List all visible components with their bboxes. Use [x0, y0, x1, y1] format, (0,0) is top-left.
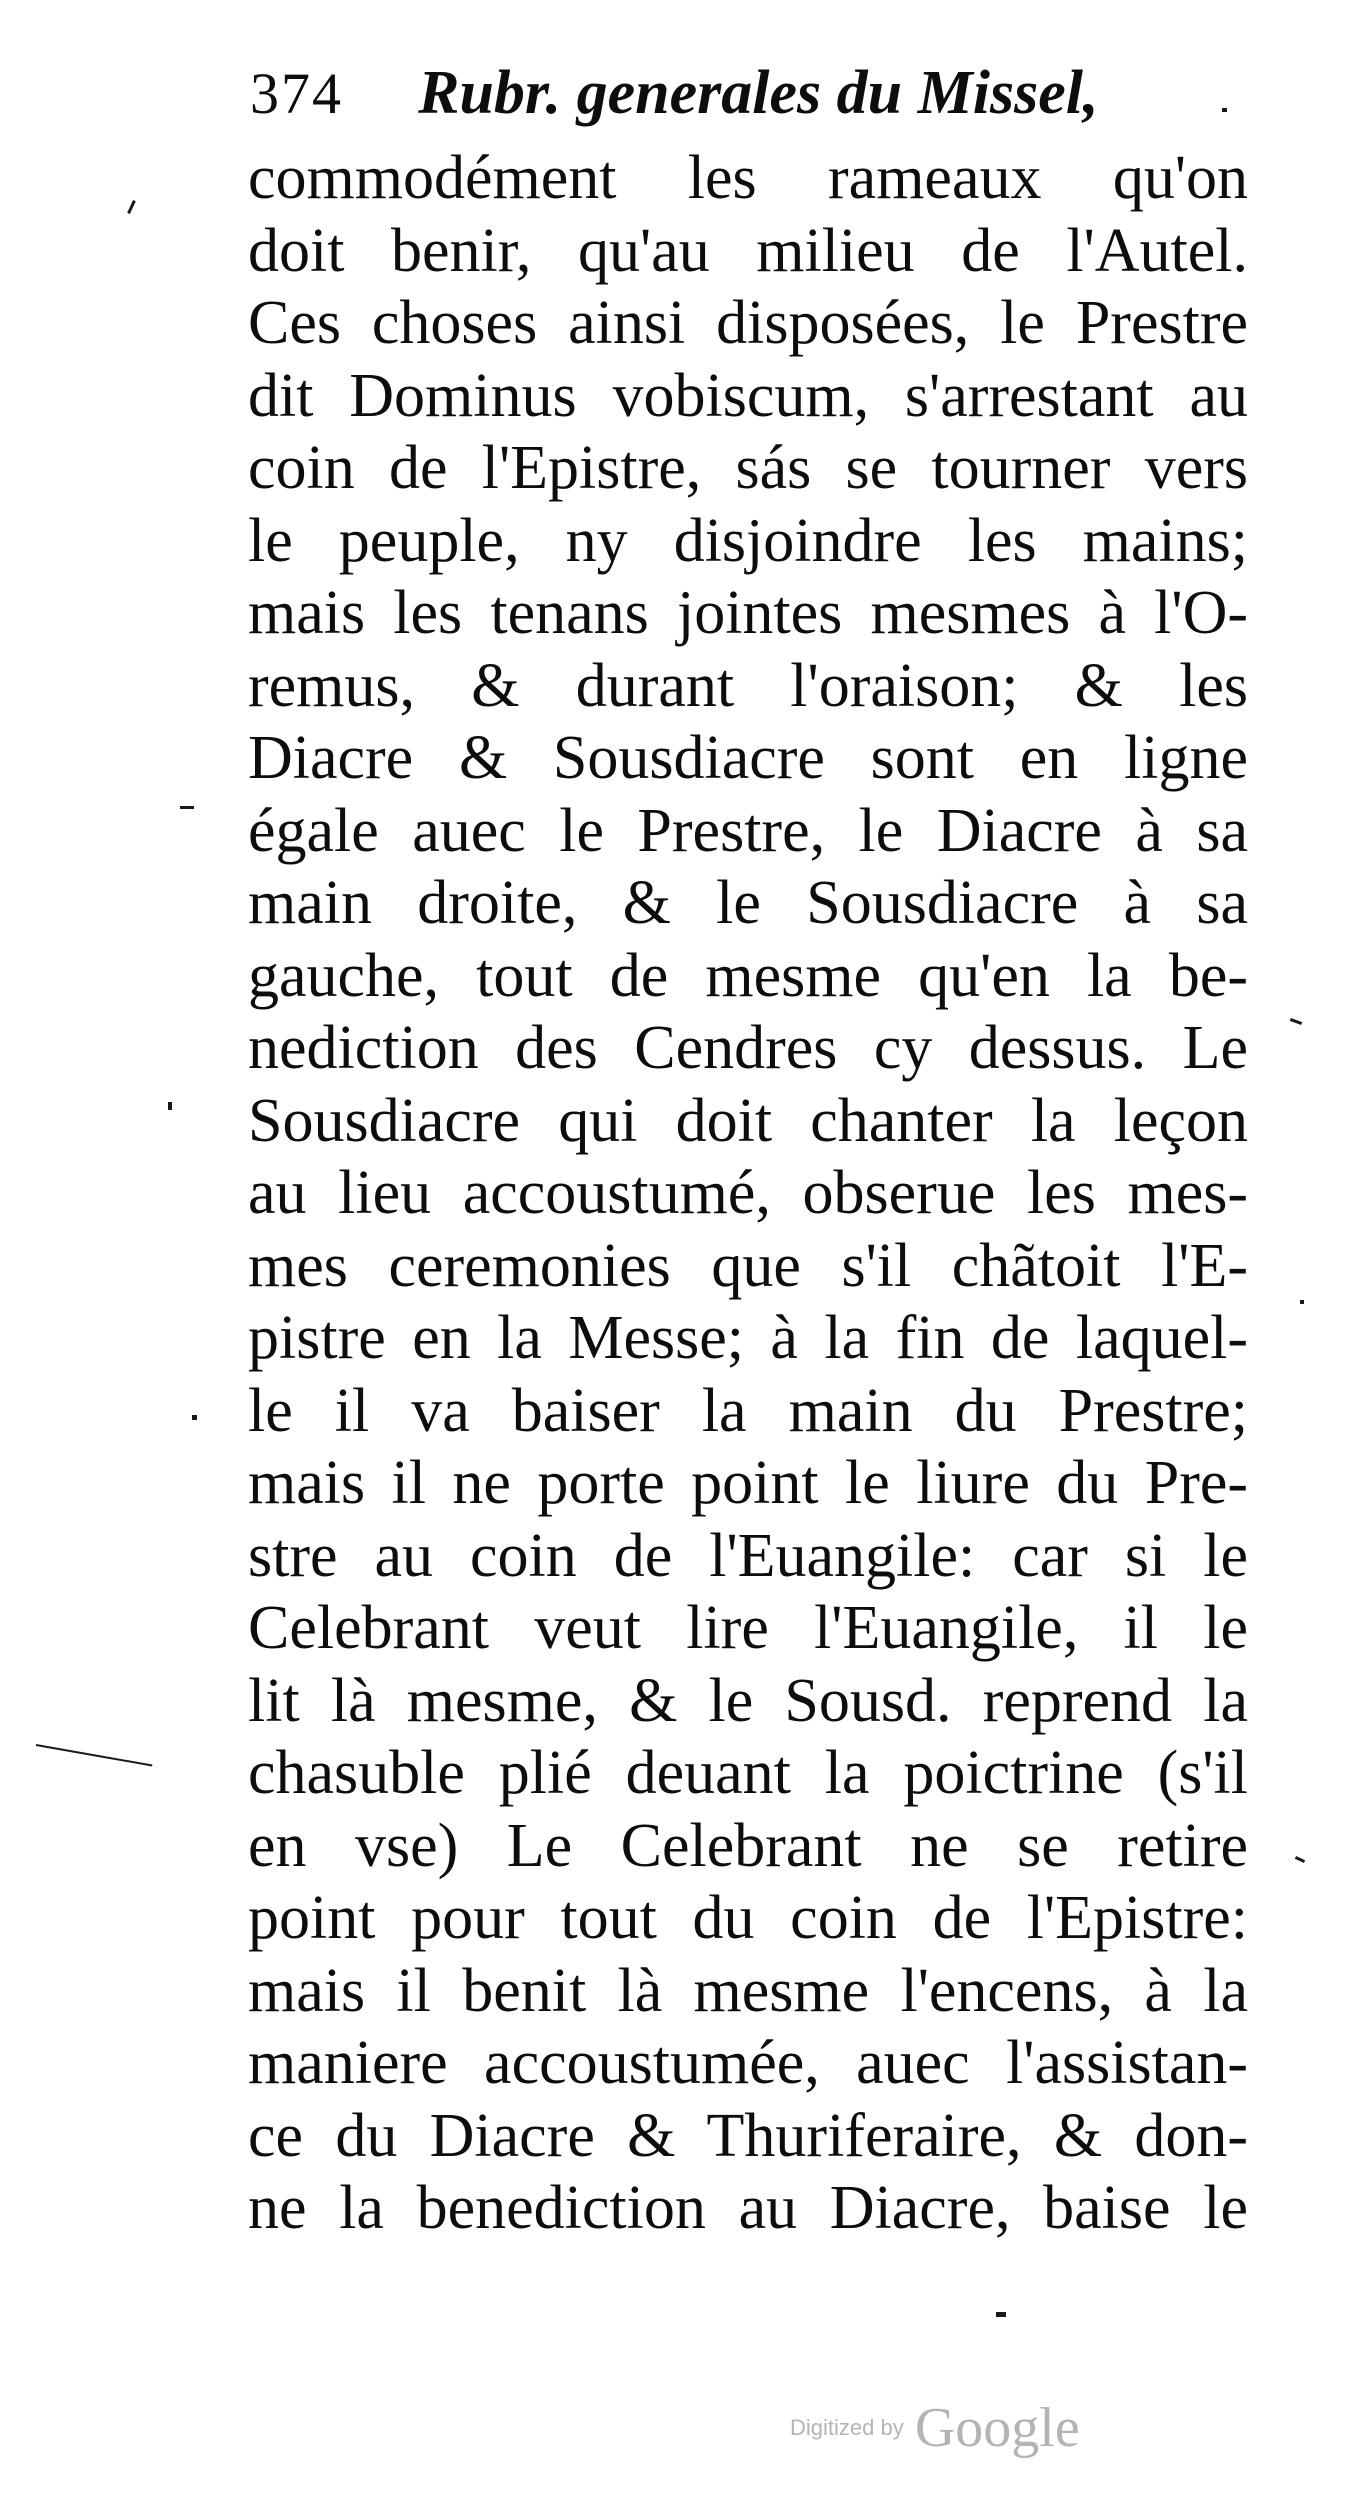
running-title: Rubr. generales du Missel,	[418, 59, 1099, 127]
text-line: main droite, & le Sousdiacre à sa	[248, 869, 1248, 937]
text-line: remus, & durant l'oraison; & les	[248, 651, 1248, 720]
text-line: mais les tenans jointes mesmes à l'O-	[248, 579, 1248, 647]
text-line: doit benir, qu'au milieu de l'Autel.	[248, 216, 1248, 285]
text-line: en vse) Le Celebrant ne se retire	[248, 1811, 1248, 1880]
text-line: égale auec le Prestre, le Diacre à sa	[248, 796, 1248, 865]
text-line: coin de l'Epistre, sás se tourner vers	[248, 434, 1248, 502]
text-line: dit Dominus vobiscum, s'arrestant au	[248, 361, 1248, 430]
google-logo: Google	[914, 2397, 1080, 2459]
text-line: le peuple, ny disjoindre les mains;	[248, 506, 1248, 575]
scan-speck	[127, 200, 136, 214]
body-text	[248, 142, 1248, 2245]
text-line: stre au coin de l'Euangile: car si le	[248, 1521, 1248, 1590]
page-number: 374	[250, 61, 343, 126]
scan-speck	[36, 1744, 153, 1766]
text-line: gauche, tout de mesme qu'en la be-	[248, 941, 1248, 1010]
text-line: mais il benit là mesme l'encens, à la	[248, 1956, 1248, 2025]
running-head	[250, 58, 1260, 138]
text-line: mais il ne porte point le liure du Pre-	[248, 1449, 1248, 1517]
text-line: Ces choses ainsi disposées, le Prestre	[248, 289, 1248, 357]
digitized-label: Digitized by	[790, 2415, 904, 2440]
text-line: Celebrant veut lire l'Euangile, il le	[248, 1594, 1248, 1662]
text-line: commodément les rameaux qu'on	[248, 144, 1248, 212]
scan-speck	[1290, 1018, 1302, 1025]
text-line: le il va baiser la main du Prestre;	[248, 1376, 1248, 1445]
text-line: point pour tout du coin de l'Epistre:	[248, 1884, 1248, 1952]
scan-speck	[168, 1102, 172, 1110]
scan-speck	[180, 806, 194, 809]
text-line: Sousdiacre qui doit chanter la leçon	[248, 1086, 1248, 1155]
text-line: maniere accoustumée, auec l'assistan-	[248, 2029, 1248, 2097]
text-line: mes ceremonies que s'il chãtoit l'E-	[248, 1231, 1248, 1300]
text-line: au lieu accoustumé, obserue les mes-	[248, 1159, 1248, 1227]
text-line: ce du Diacre & Thuriferaire, & don-	[248, 2101, 1248, 2170]
text-line: ne la benediction au Diacre, baise le	[248, 2174, 1248, 2242]
text-line: pistre en la Messe; à la fin de laquel-	[248, 1304, 1248, 1372]
scan-speck	[192, 1415, 197, 1420]
text-line: chasuble plié deuant la poictrine (s'il	[248, 1739, 1248, 1807]
scan-speck	[1295, 1856, 1305, 1863]
text-line: lit là mesme, & le Sousd. reprend la	[248, 1666, 1248, 1735]
text-line: Diacre & Sousdiacre sont en ligne	[248, 724, 1248, 792]
scan-speck	[996, 2312, 1006, 2317]
text-line: nediction des Cendres cy dessus. Le	[248, 1014, 1248, 1082]
scan-speck	[1300, 1300, 1304, 1304]
scan-speck	[1222, 108, 1227, 112]
digitized-by-google-watermark	[790, 2396, 1090, 2466]
